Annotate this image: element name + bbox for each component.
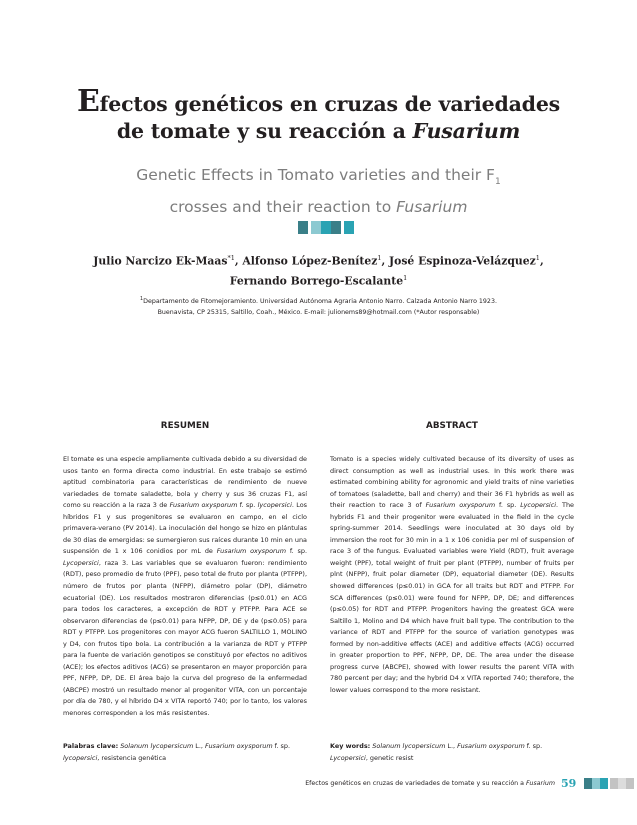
abstract-column [330, 419, 574, 696]
abstract-text-part: f. sp. [495, 501, 521, 510]
author-4-sup: 1 [403, 273, 408, 282]
keyword-sep: L., [193, 742, 206, 750]
resumen-text-part: El tomate es una especie ampliamente cultivada debido a su diversidad de usos tanto en forma directa como industrial. En este trabajo se estimó aptitud combinatoria para características de rendimiento de nueve variedades de tomate saladette, bola y cherry y sus 36 cruzas F1, así como su reacción a la raza 3 de [63, 455, 307, 510]
keywords-es-label: Palabras clave: [63, 742, 119, 750]
keyword: Solanum lycopersicum [372, 742, 446, 750]
running-title-text: Efectos genéticos en cruzas de variedades de tomate y su reacción a [305, 780, 527, 787]
title-en-line1: Genetic Effects in Tomato varieties and their F [136, 166, 495, 184]
author-2: , Alfonso López-Benítez [234, 254, 378, 268]
title-english [80, 163, 557, 220]
keywords-english [330, 741, 574, 764]
resumen-species: Fusarium oxysporum [169, 501, 238, 510]
keyword-sep: f. sp. [524, 742, 543, 750]
title-es-line2: de tomate y su reacción a [116, 119, 413, 143]
keyword-sep: L., [445, 742, 458, 750]
affiliation-line1: Departamento de Fitomejoramiento. Universidad Autónoma Agraria Antonio Narro. Calzada Antonio Narro 1923. [143, 298, 497, 306]
decoration-bar [311, 221, 321, 234]
author-1: Julio Narcizo Ek-Maas [93, 254, 228, 268]
decoration-bar [592, 778, 600, 789]
resumen-text-part: , raza 3. Las variables que se evaluaron fueron: rendimiento (RDT), peso promedio de fruto (PPF), peso total de fruto por planta (PTFPP), número de frutos por planta (NFPP), diámetro polar (DP), diámetro ecuatorial (DE). Los resultados mostraron diferencias (p≤0.01) en ACG para todos los caracteres, a excepción de RDT y PTFPP. Para ACE se observaron diferencias de (p≤0.01) para NFPP, DP, DE y de (p≤0.05) para RDT y PTFPP. Los progenitores con mayor ACG fueron SALTILLO 1, MOLINO y D4, con frutos tipo bola. La contribución a la varianza de RDT y PTFPP para la fuente de variación genotipos se constituyó por efectos no aditivos (ACE); los efectos aditivos (ACG) se presentaron en mayor proporción para PPF, NFPP, DP, DE. El área bajo la curva del progreso de la enfermedad (ABCPE) mostró un resultado menor al progenitor VITA, con un porcentaje por día de 780, y el híbrido D4 x VITA reportó 740; por lo tanto, los valores menores corresponden a los más resistentes. [63, 558, 307, 718]
running-title [305, 779, 555, 789]
author-3: , José Espinoza-Velázquez [381, 254, 536, 268]
decoration-bar [298, 221, 308, 234]
title-en-line2: crosses and their reaction to [169, 198, 397, 216]
resumen-text-part: f. sp. [286, 547, 307, 556]
resumen-text-part: f. sp. [237, 501, 258, 510]
author-2-sup: 1 [377, 254, 382, 262]
keyword: Fusarium oxysporum [457, 742, 525, 750]
keyword: Fusarium oxysporum [205, 742, 273, 750]
affiliation [100, 294, 537, 318]
running-title-fusarium: Fusarium [526, 780, 555, 787]
author-1-sup: *1 [227, 254, 235, 262]
decoration-bar [584, 778, 592, 789]
title-es-line1: fectos genéticos en cruzas de variedades [99, 92, 560, 116]
page-footer [0, 778, 637, 792]
affiliation-sup: 1 [140, 297, 144, 302]
abstract-species: Lycopersici [520, 501, 557, 510]
resumen-text-part: . Los híbridos F1 y sus progenitores se evaluaron en campo, en el ciclo primavera-verano (PV 2014). La inoculación del hongo se hizo en plántulas de 30 días de emergidas: se sumergieron sus raíces durante 10 min en una suspensión de 1 x 106 conidios por mL de [63, 501, 308, 556]
decoration-bar [600, 778, 608, 789]
resumen-text [63, 454, 307, 720]
keyword: lycopersici [63, 753, 98, 762]
authors [70, 250, 567, 289]
keyword-sep: f. sp. [272, 742, 291, 750]
keywords-spanish [63, 741, 307, 764]
title-spanish [60, 84, 577, 145]
resumen-column [63, 419, 307, 720]
author-3-sup: 1 [535, 254, 540, 262]
affiliation-line2: Buenavista, CP 25315, Saltillo, Coah., México. E-mail: julionems89@hotmail.com (*Autor responsable) [157, 309, 480, 317]
decoration-bar [344, 221, 354, 234]
page-number: 59 [561, 777, 577, 790]
decoration-bar [610, 778, 618, 789]
footer-decoration-bars [584, 778, 634, 789]
keyword: Solanum lycopersicum [120, 742, 194, 750]
title-en-subscript: 1 [494, 177, 501, 187]
abstract-text [330, 454, 574, 696]
keyword: , resistencia genética [97, 753, 167, 762]
title-decoration-bars [298, 221, 354, 234]
keywords-en-label: Key words: [330, 742, 371, 750]
title-en-fusarium: Fusarium [396, 198, 468, 216]
resumen-species: Lycopersici [63, 558, 99, 567]
abstract-text-part: . The hybrids F1 and their progenitor were evaluated in the field in the cycle spring-summer 2014. Seedlings were inoculated at 30 days old by immersion the root for 30 min in a 1 x 106 conidia per ml of suspension of race 3 of the fungus. Evaluated variables were Yield (RDT), fruit average weight (PPF), total weight of fruit per plant (PTFPP), number of fruits per plnt (NFPP), fruit polar diameter (DP), equatorial diameter (DE). Results showed differences (p≤0.01) in GCA for all traits but RDT and PTFPP. For SCA differences (p≤0.01) were found for NFPP, DP, DE; and differences (p≤0.05) for RDT and PTFPP. Progenitors having the greatest GCA were Saltillo 1, Molino and D4 which have fruit ball type. The contribution to the variance of RDT and PTFPP for the source of variation genotypes was formed by non-additive effects (ACE) and additive effects (ACG) occurred in greater proportion to PPF, NFPP, DP, DE. The area under the disease progress curve (ABCPE), showed with lower results the parent VITA with 780 percent per day; and the hybrid D4 x VITA reported 740; therefore, the lower values correspond to the more resistant. [330, 501, 574, 694]
abstract-species: Fusarium oxysporum [425, 501, 496, 510]
resumen-species: lycopersici [257, 501, 292, 510]
title-initial: E [77, 84, 100, 119]
keyword: Lycopersici [330, 753, 366, 762]
author-4: Fernando Borrego-Escalante [229, 274, 404, 288]
abstract-heading: ABSTRACT [426, 421, 478, 431]
decoration-bar [321, 221, 331, 234]
decoration-bar [626, 778, 634, 789]
decoration-bar [618, 778, 626, 789]
author-3-comma: , [539, 254, 544, 268]
resumen-heading: RESUMEN [160, 421, 210, 431]
title-es-fusarium: Fusarium [412, 119, 521, 143]
decoration-bar [331, 221, 341, 234]
keyword: , genetic resist [365, 753, 414, 762]
abstract-text-part: Tomato is a species widely cultivated because of its diversity of uses as direct consumption as well as industrial uses. In this work there was estimated combining ability for agronomic and yield traits of nine varieties of tomatoes (saladette, ball and cherry) and their 36 F1 hybrids as well as their reaction to race 3 of [330, 455, 574, 510]
resumen-species: Fusarium oxysporum [216, 547, 287, 556]
